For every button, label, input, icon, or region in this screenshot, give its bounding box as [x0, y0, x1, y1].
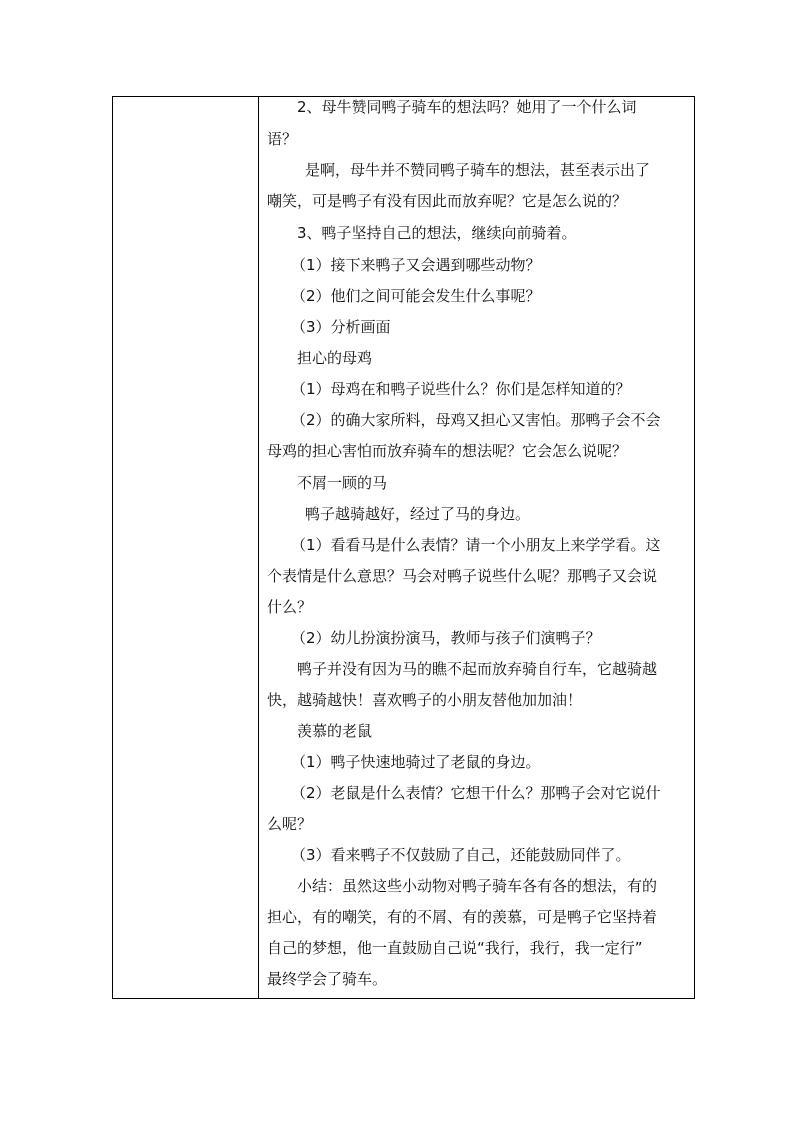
- text-line: 羡慕的老鼠: [297, 722, 373, 740]
- text-line: 不屑一顾的马: [297, 474, 388, 492]
- text-line: （2）老鼠是什么表情？它想干什么？那鸭子会对它说什: [291, 784, 661, 802]
- text-line: 鸭子越骑越好，经过了马的身边。: [305, 505, 531, 523]
- text-line: 自己的梦想，他一直鼓励自己说“我行，我行，我一定行”: [267, 939, 643, 957]
- text-line: （1）鸭子快速地骑过了老鼠的身边。: [291, 753, 541, 771]
- text-line: 快，越骑越快！喜欢鸭子的小朋友替他加加油！: [267, 691, 583, 709]
- text-line: 个表情是什么意思？马会对鸭子说些什么呢？那鸭子又会说: [267, 567, 658, 585]
- text-line: （3）看来鸭子不仅鼓励了自己，还能鼓励同伴了。: [291, 846, 631, 864]
- text-line: 2、母牛赞同鸭子骑车的想法吗？她用了一个什么词: [297, 98, 637, 116]
- text-line: 么呢？: [267, 815, 313, 833]
- text-line: 鸭子并没有因为马的瞧不起而放弃骑自行车，它越骑越: [297, 660, 658, 678]
- text-line: 小结：虽然这些小动物对鸭子骑车各有各的想法，有的: [297, 877, 658, 895]
- text-line: 担心，有的嘲笑，有的不屑、有的羡慕，可是鸭子它坚持着: [267, 908, 658, 926]
- text-line: （2）幼儿扮演扮演马，教师与孩子们演鸭子？: [291, 629, 601, 647]
- text-line: （2）的确大家所料，母鸡又担心又害怕。那鸭子会不会: [291, 411, 661, 429]
- text-line: （3）分析画面: [291, 318, 391, 336]
- table-content-cell: [259, 97, 694, 998]
- text-line: （2）他们之间可能会发生什么事呢？: [291, 287, 541, 305]
- text-line: 最终学会了骑车。: [267, 970, 388, 988]
- lesson-table: [112, 96, 695, 999]
- text-line: （1）母鸡在和鸭子说些什么？你们是怎样知道的？: [291, 380, 631, 398]
- table-left-cell: [113, 97, 259, 998]
- text-line: 母鸡的担心害怕而放弃骑车的想法呢？它会怎么说呢？: [267, 442, 628, 460]
- text-line: 3、鸭子坚持自己的想法，继续向前骑着。: [297, 224, 577, 242]
- text-line: 语？: [267, 130, 298, 148]
- text-line: 嘲笑，可是鸭子有没有因此而放弃呢？它是怎么说的？: [267, 192, 628, 210]
- text-line: （1）接下来鸭子又会遇到哪些动物？: [291, 256, 541, 274]
- text-line: 担心的母鸡: [297, 349, 373, 367]
- text-line: 什么？: [267, 598, 313, 616]
- text-line: （1）看看马是什么表情？请一个小朋友上来学学看。这: [291, 536, 661, 554]
- text-line: 是啊，母牛并不赞同鸭子骑车的想法，甚至表示出了: [305, 161, 651, 179]
